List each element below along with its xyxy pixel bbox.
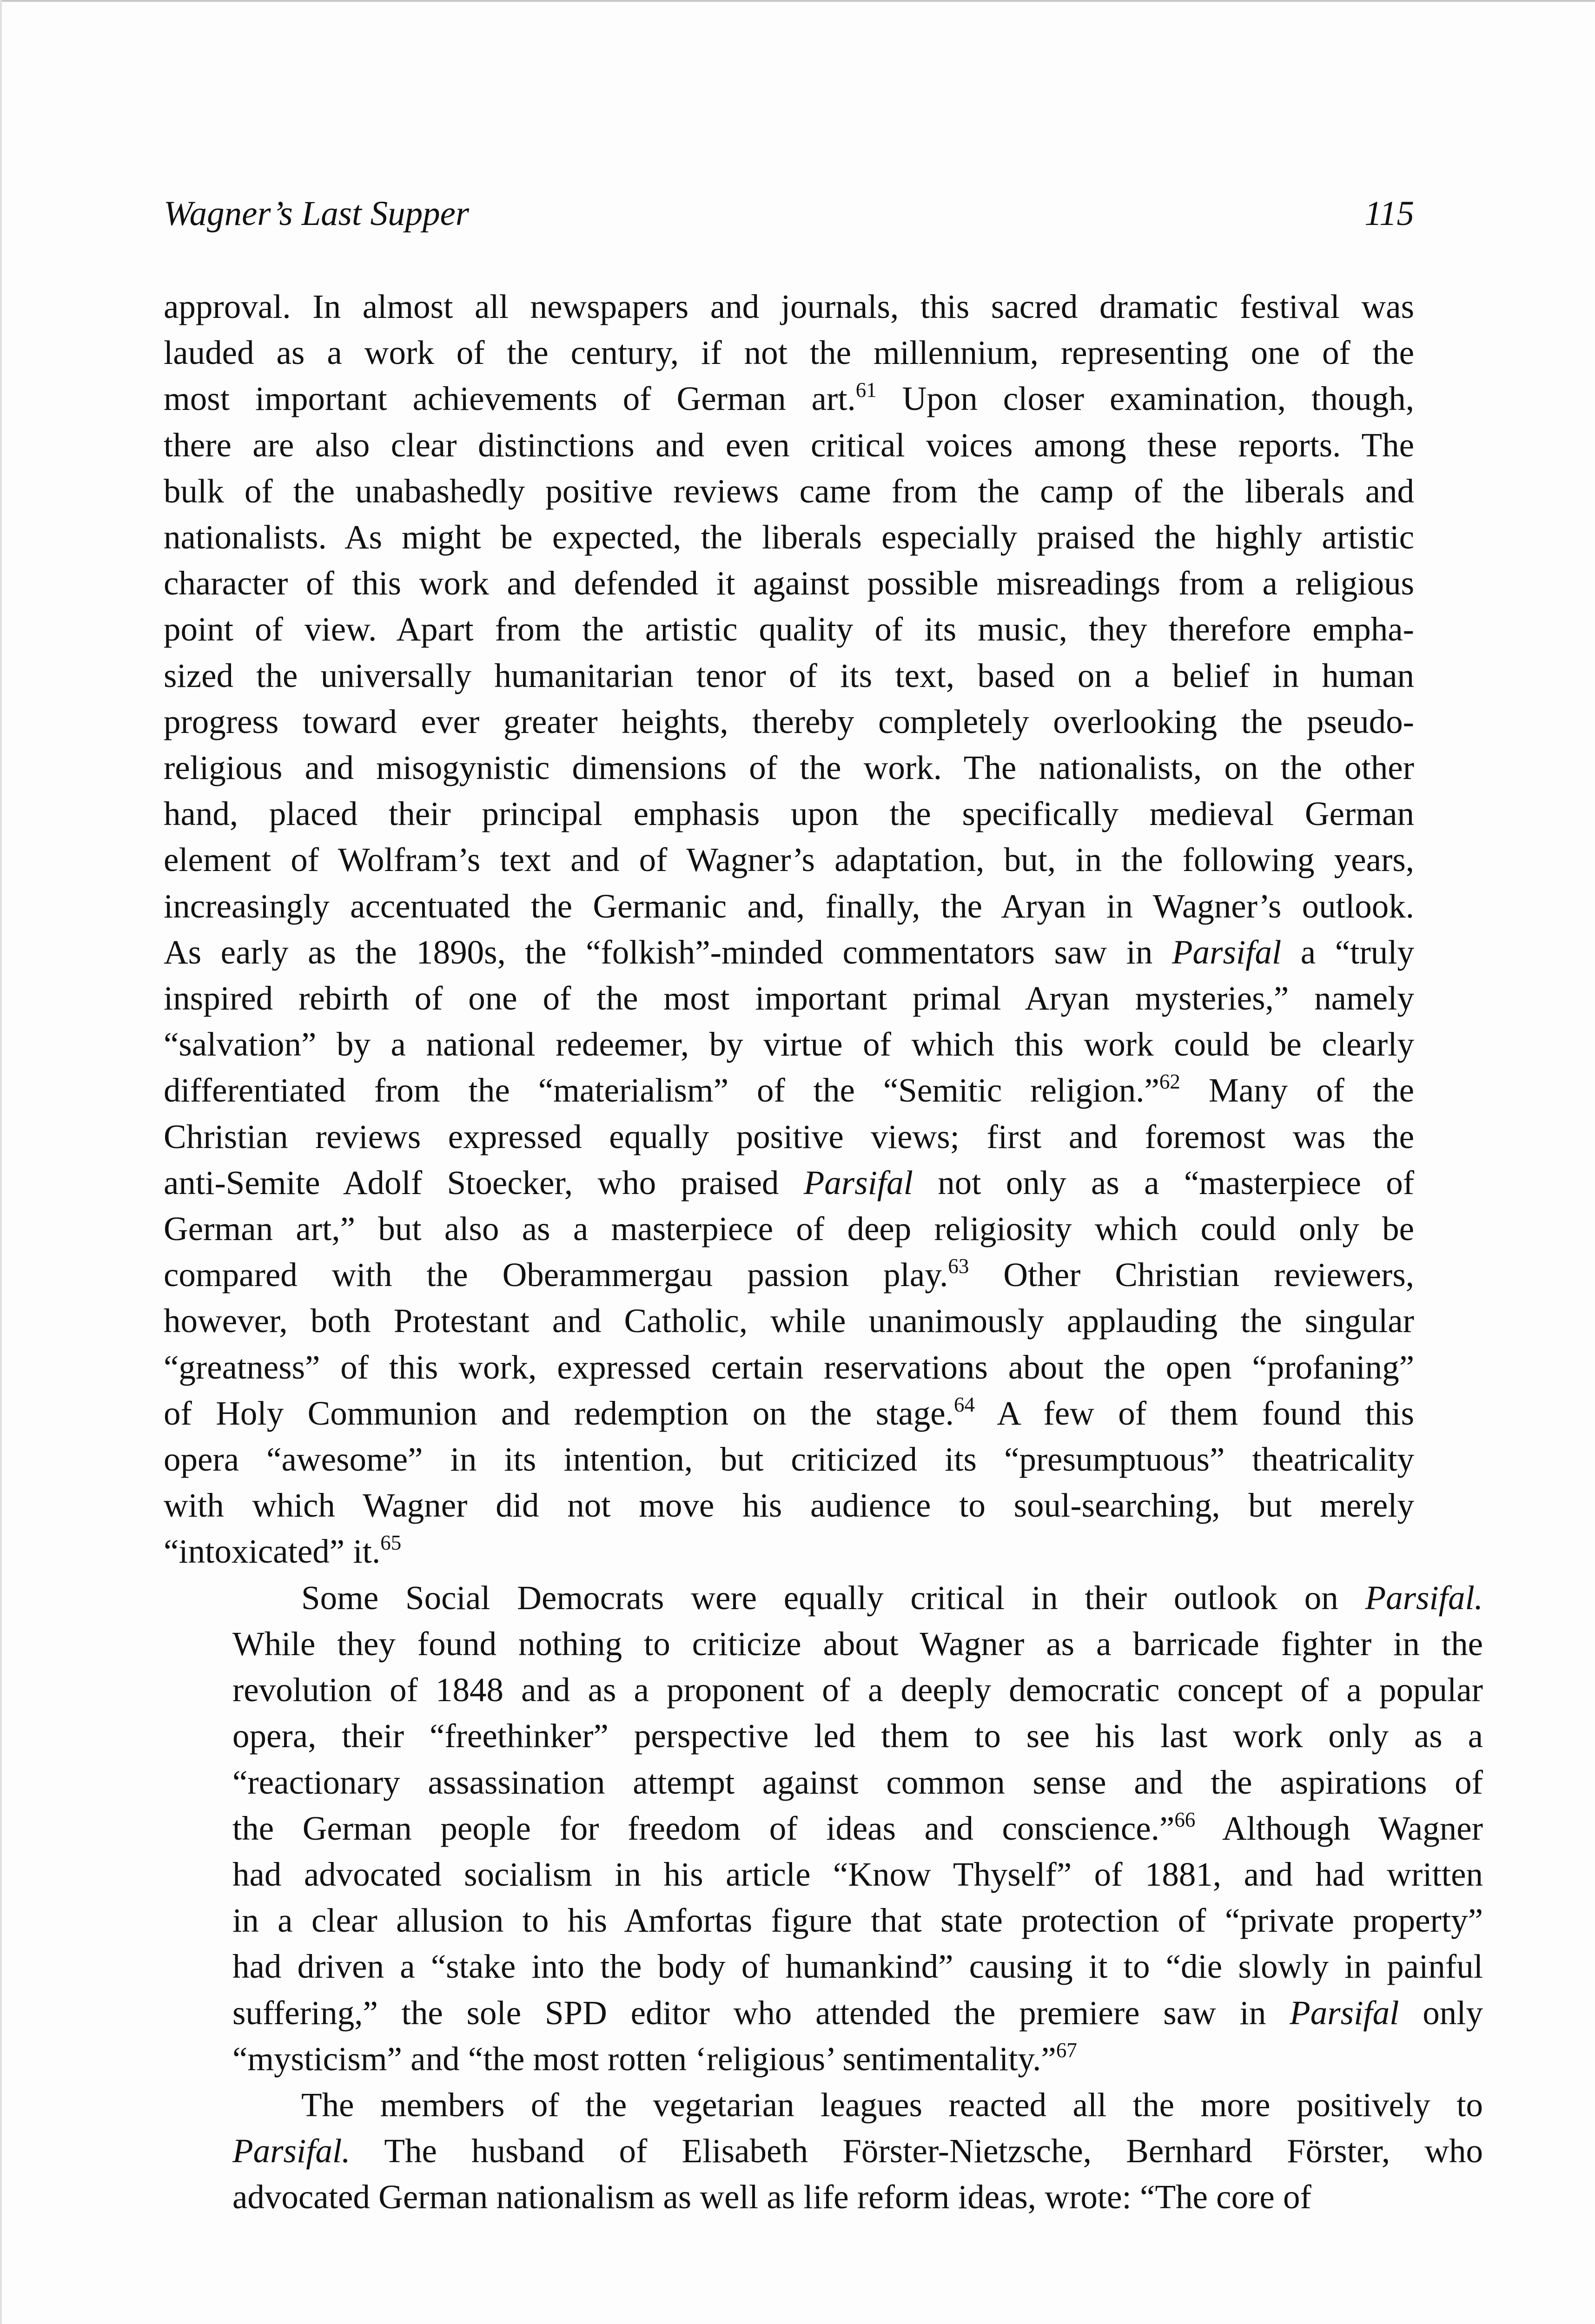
text-run: Upon closer examination, though, (876, 380, 1414, 418)
text-run: Although Wagner (1195, 1809, 1483, 1847)
text-line (164, 1482, 1414, 1528)
text-line (164, 1621, 1483, 1667)
text-run: point of view. Apart from the artistic quality of its music, they therefore empha- (164, 610, 1414, 648)
text-line (164, 2082, 1483, 2128)
italic-title: Parsifal. (232, 2132, 351, 2170)
text-run: not only as a “masterpiece of (913, 1163, 1414, 1202)
text-run: only (1399, 1994, 1483, 2032)
text-line (164, 606, 1414, 652)
text-run: Many of the (1180, 1071, 1414, 1109)
text-line (164, 1713, 1483, 1759)
text-line (164, 2036, 1414, 2082)
text-run: character of this work and defended it against possible misreadings from a religious (164, 564, 1414, 602)
footnote-ref: 64 (953, 1393, 975, 1416)
text-run: revolution of 1848 and as a proponent of a deeply democratic concept of a popular (232, 1671, 1483, 1709)
scan-left-edge (0, 0, 2, 2324)
text-run: in a clear allusion to his Amfortas figure that state protection of “private property” (232, 1901, 1483, 1940)
text-run: inspired rebirth of one of the most important primal Aryan mysteries,” namely (164, 979, 1414, 1017)
text-run: The husband of Elisabeth Förster-Nietzsche, Bernhard Förster, who (350, 2132, 1483, 2170)
running-title: Wagner’s Last Supper (164, 194, 470, 233)
text-run: religious and misogynistic dimensions of the work. The nationalists, on the other (164, 749, 1414, 787)
text-line (164, 514, 1414, 560)
text-line (164, 745, 1414, 791)
text-run: element of Wolfram’s text and of Wagner’s adaptation, but, in the following years, (164, 841, 1414, 879)
text-run: “intoxicated” it. (164, 1532, 381, 1571)
text-run: the German people for freedom of ideas and conscience.” (232, 1809, 1175, 1847)
text-line (164, 1114, 1414, 1160)
footnote-ref: 67 (1056, 2038, 1077, 2062)
italic-title: Parsifal (1171, 933, 1282, 971)
text-line (164, 1667, 1483, 1713)
paragraph (164, 2082, 1483, 2220)
text-line (164, 1897, 1483, 1943)
text-line (164, 468, 1414, 514)
text-line (164, 791, 1414, 837)
text-line (164, 1021, 1414, 1067)
text-run: there are also clear distinctions and even critical voices among these reports. The (164, 426, 1414, 464)
text-run: advocated German nationalism as well as life reform ideas, wrote: “The core of (232, 2178, 1311, 2216)
page-number: 115 (1364, 194, 1414, 233)
scan-top-edge (0, 0, 1595, 2)
italic-title: Parsifal (803, 1163, 913, 1202)
text-line (164, 1759, 1483, 1805)
text-run: differentiated from the “materialism” of the “Semitic religion.” (164, 1071, 1159, 1109)
text-line (164, 837, 1414, 883)
text-run: “mysticism” and “the most rotten ‘religious’ sentimentality.” (232, 2040, 1056, 2078)
text-line (164, 1851, 1483, 1897)
text-run: As early as the 1890s, the “folkish”-minded commentators saw in (164, 933, 1172, 971)
body-text (164, 284, 1483, 2220)
text-run: Some Social Democrats were equally critical in their outlook on (301, 1578, 1365, 1617)
text-run: The members of the vegetarian leagues reacted all the more positively to (301, 2086, 1483, 2124)
text-run: approval. In almost all newspapers and journals, this sacred dramatic festival was (164, 288, 1414, 325)
text-run: opera, their “freethinker” perspective led them to see his last work only as a (232, 1717, 1483, 1755)
text-run: suffering,” the sole SPD editor who attended the premiere saw in (232, 1994, 1290, 2032)
text-line (164, 1805, 1483, 1851)
text-line (164, 330, 1414, 376)
text-line (164, 284, 1414, 330)
footnote-ref: 63 (948, 1254, 969, 1278)
text-run: nationalists. As might be expected, the liberals especially praised the highly artistic (164, 518, 1414, 556)
paragraph (164, 284, 1414, 1575)
text-run: anti-Semite Adolf Stoecker, who praised (164, 1163, 804, 1202)
text-run: sized the universally humanitarian tenor of its text, based on a belief in human (164, 656, 1414, 694)
text-run: had advocated socialism in his article “Know Thyself” of 1881, and had written (232, 1855, 1483, 1893)
text-run: German art,” but also as a masterpiece of deep religiosity which could only be (164, 1210, 1414, 1248)
text-line (164, 2174, 1414, 2220)
text-line (164, 422, 1414, 468)
text-run: While they found nothing to criticize about Wagner as a barricade fighter in the (232, 1624, 1483, 1663)
text-line (164, 883, 1414, 929)
text-line (164, 1252, 1414, 1298)
text-run: Other Christian reviewers, (969, 1256, 1414, 1294)
text-run: most important achievements of German art. (164, 380, 856, 418)
text-line (164, 1943, 1483, 1989)
text-line (164, 1390, 1414, 1436)
text-line (164, 1160, 1414, 1206)
text-run: lauded as a work of the century, if not the millennium, representing one of the (164, 334, 1414, 372)
text-line (164, 560, 1414, 606)
footnote-ref: 66 (1174, 1808, 1196, 1831)
text-line (164, 1206, 1414, 1252)
text-line (164, 653, 1414, 699)
text-run: “reactionary assassination attempt against common sense and the aspirations of (232, 1763, 1483, 1801)
text-run: of Holy Communion and redemption on the stage. (164, 1394, 954, 1432)
text-line (164, 1298, 1414, 1344)
footnote-ref: 65 (380, 1531, 402, 1555)
text-line (164, 2128, 1483, 2174)
footnote-ref: 62 (1159, 1070, 1180, 1094)
text-run: increasingly accentuated the Germanic and, finally, the Aryan in Wagner’s outlook. (164, 887, 1414, 925)
text-line (164, 1344, 1414, 1390)
text-line (164, 1528, 1414, 1574)
text-run: hand, placed their principal emphasis upon the specifically medieval German (164, 795, 1414, 833)
text-run: “greatness” of this work, expressed certain reservations about the open “profaning” (164, 1348, 1414, 1386)
italic-title: Parsifal (1290, 1994, 1399, 2032)
paragraph (164, 1575, 1483, 2082)
text-run: however, both Protestant and Catholic, while unanimously applauding the singular (164, 1302, 1414, 1340)
text-line (164, 1067, 1414, 1113)
text-run: bulk of the unabashedly positive reviews came from the camp of the liberals and (164, 472, 1414, 510)
text-line (164, 1990, 1483, 2036)
text-run: “salvation” by a national redeemer, by virtue of which this work could be clearly (164, 1025, 1414, 1063)
text-run: A few of them found this (974, 1394, 1414, 1432)
running-header (164, 186, 1414, 242)
text-run: Christian reviews expressed equally positive views; first and foremost was the (164, 1117, 1414, 1155)
text-line (164, 929, 1414, 975)
text-line (164, 376, 1414, 422)
text-line (164, 975, 1414, 1021)
text-run: had driven a “stake into the body of humankind” causing it to “die slowly in painful (232, 1948, 1483, 1986)
text-line (164, 1436, 1414, 1482)
footnote-ref: 61 (855, 378, 877, 402)
text-line (164, 1575, 1483, 1621)
italic-title: Parsifal. (1365, 1578, 1483, 1617)
text-run: opera “awesome” in its intention, but criticized its “presumptuous” theatricality (164, 1440, 1414, 1479)
text-run: progress toward ever greater heights, thereby completely overlooking the pseudo- (164, 702, 1414, 740)
text-run: with which Wagner did not move his audience to soul-searching, but merely (164, 1486, 1414, 1525)
text-line (164, 699, 1414, 745)
text-run: a “truly (1281, 933, 1414, 971)
text-run: compared with the Oberammergau passion play. (164, 1256, 948, 1294)
